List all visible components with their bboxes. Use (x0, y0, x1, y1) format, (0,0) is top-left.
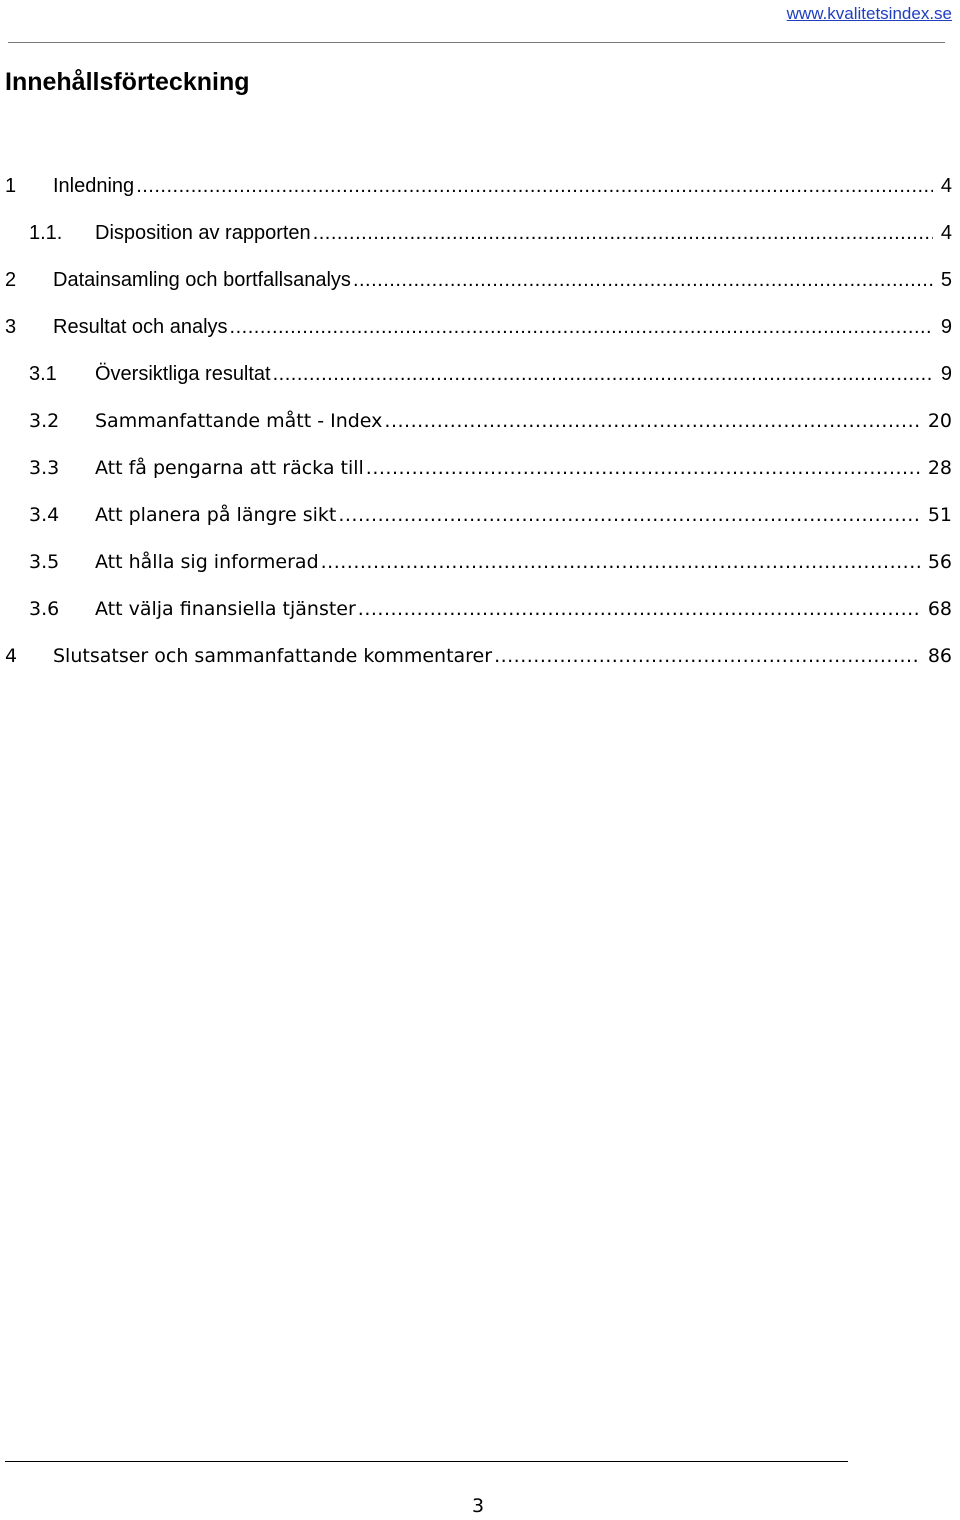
toc-entry-title: Att hålla sig informerad (95, 551, 319, 573)
dot-leader (384, 398, 919, 445)
toc-entry-page: 5 (940, 269, 952, 291)
toc-entry-title: Att planera på längre sikt (95, 504, 337, 526)
toc-entry-page: 68 (927, 598, 952, 620)
toc-entry-title: Slutsatser och sammanfattande kommentarer (53, 645, 493, 667)
toc-entry-1[interactable] (5, 163, 952, 210)
toc-entry-title: Inledning (53, 175, 135, 197)
toc-entry-title: Disposition av rapporten (95, 222, 311, 244)
table-of-contents (5, 163, 952, 680)
toc-entry-page: 9 (940, 316, 952, 338)
toc-entry-3-4[interactable] (5, 492, 952, 539)
dot-leader (358, 586, 920, 633)
toc-entry-number: 4 (5, 645, 18, 667)
toc-entry-title: Datainsamling och bortfallsanalys (53, 269, 351, 291)
toc-entry-page: 56 (927, 551, 952, 573)
dot-leader (366, 445, 920, 492)
toc-entry-number: 3.3 (29, 457, 60, 479)
page-title: Innehållsförteckning (5, 68, 250, 96)
toc-entry-1-1[interactable] (5, 210, 952, 257)
toc-entry-number: 3.6 (29, 598, 60, 620)
toc-entry-page: 20 (927, 410, 952, 432)
toc-entry-page: 4 (940, 175, 952, 197)
toc-entry-3-3[interactable] (5, 445, 952, 492)
toc-entry-3-5[interactable] (5, 539, 952, 586)
toc-entry-3-2[interactable] (5, 398, 952, 445)
dot-leader (230, 304, 933, 351)
website-link[interactable]: www.kvalitetsindex.se (786, 4, 952, 23)
toc-entry-number: 3.4 (29, 504, 60, 526)
toc-entry-page: 9 (940, 363, 952, 385)
toc-entry-4[interactable] (5, 633, 952, 680)
toc-entry-number: 3 (5, 316, 17, 338)
toc-entry-page: 4 (940, 222, 952, 244)
toc-entry-3-1[interactable] (5, 351, 952, 398)
toc-entry-title: Att få pengarna att räcka till (95, 457, 364, 479)
dot-leader (353, 257, 933, 304)
toc-entry-number: 3.2 (29, 410, 60, 432)
dot-leader (338, 492, 919, 539)
footnote-separator (5, 1461, 848, 1462)
toc-entry-2[interactable] (5, 257, 952, 304)
toc-entry-title: Resultat och analys (53, 316, 228, 338)
dot-leader (273, 351, 933, 398)
dot-leader (136, 163, 933, 210)
dot-leader (321, 539, 920, 586)
toc-entry-title: Översiktliga resultat (95, 363, 271, 385)
dot-leader (494, 633, 920, 680)
toc-entry-number: 1.1. (29, 222, 63, 244)
toc-entry-page: 86 (927, 645, 952, 667)
toc-entry-3[interactable] (5, 304, 952, 351)
page-number: 3 (471, 1495, 485, 1517)
dot-leader (313, 210, 933, 257)
toc-entry-title: Att välja finansiella tjänster (95, 598, 356, 620)
toc-entry-page: 51 (927, 504, 952, 526)
header-divider (8, 42, 945, 43)
toc-entry-number: 3.1 (29, 363, 57, 385)
toc-entry-number: 2 (5, 269, 17, 291)
toc-entry-page: 28 (927, 457, 952, 479)
toc-entry-number: 1 (5, 175, 17, 197)
toc-entry-number: 3.5 (29, 551, 60, 573)
toc-entry-title: Sammanfattande mått - Index (95, 410, 383, 432)
toc-entry-3-6[interactable] (5, 586, 952, 633)
